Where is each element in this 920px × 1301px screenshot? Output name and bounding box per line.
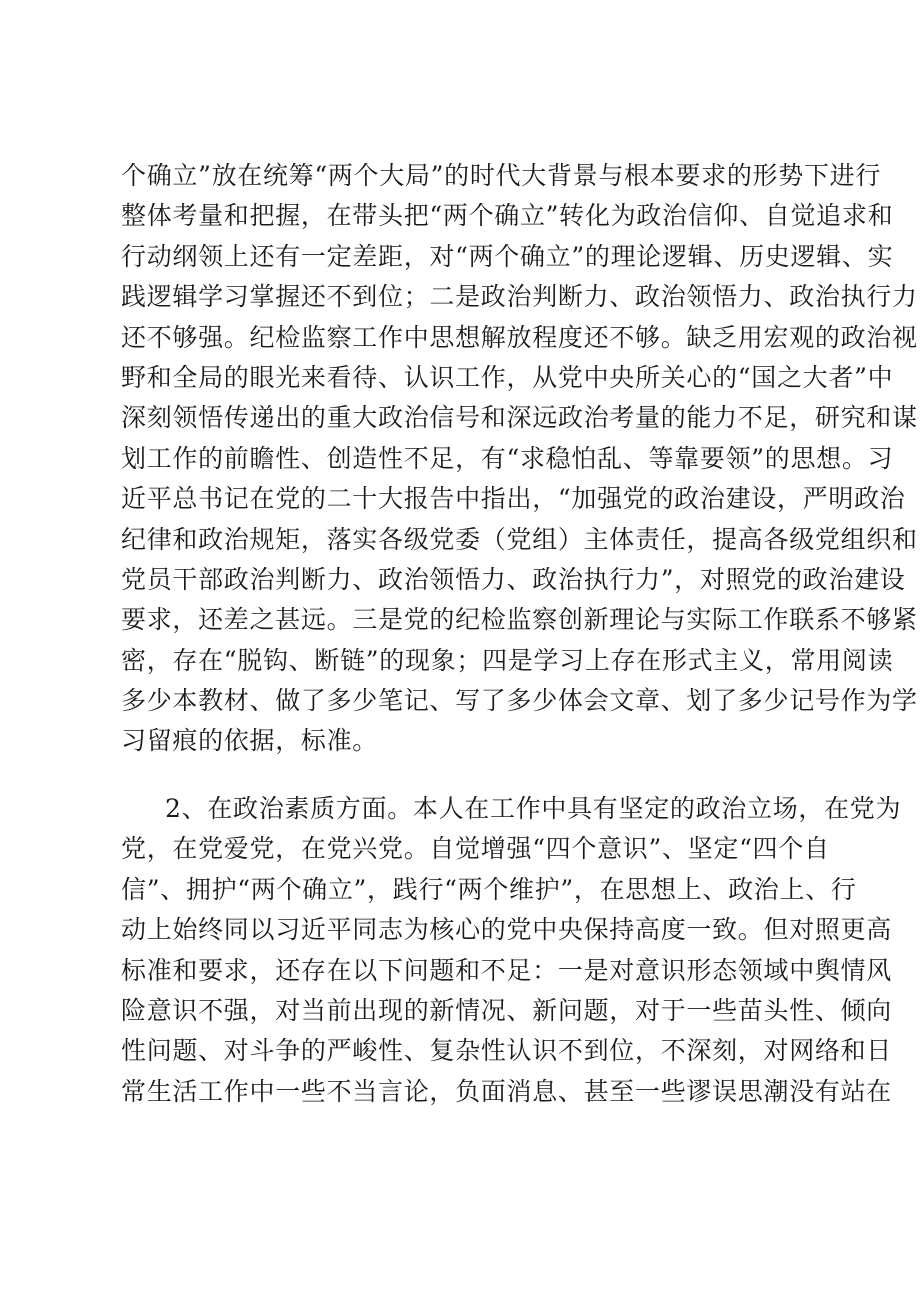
text-line: 践逻辑学习掌握还不到位；二是政治判断力、政治领悟力、政治执行力 [121, 282, 918, 312]
text-line: 多少本教材、做了多少笔记、写了多少体会文章、划了多少记号作为学 [121, 686, 918, 716]
text-line: 信”、拥护“两个确立”，践行“两个维护”，在思想上、政治上、行 [121, 874, 857, 904]
paragraph-2 [121, 789, 902, 1112]
text-line: 划工作的前瞻性、创造性不足，有“求稳怕乱、等靠要领”的思想。习 [121, 443, 894, 473]
text-line: 险意识不强，对当前出现的新情况、新问题，对于一些苗头性、倾向 [121, 995, 893, 1025]
text-line: 野和全局的眼光来看待、认识工作，从党中央所关心的“国之大者”中 [121, 362, 894, 392]
text-line: 个确立”放在统筹“两个大局”的时代大背景与根本要求的形势下进行 [121, 161, 882, 190]
text-line: 动上始终同以习近平同志为核心的党中央保持高度一致。但对照更高 [121, 915, 893, 945]
text-line: 习留痕的依据，标准。 [121, 726, 379, 756]
text-line: 标准和要求，还存在以下问题和不足：一是对意识形态领域中舆情风 [121, 955, 893, 985]
text-line: 党，在党爱党，在党兴党。自觉增强“四个意识”、坚定“四个自 [121, 834, 830, 864]
text-line: 性问题、对斗争的严峻性、复杂性认识不到位，不深刻，对网络和日 [121, 1036, 893, 1066]
text-line: 纪律和政治规矩，落实各级党委（党组）主体责任，提高各级党组织和 [121, 524, 918, 554]
text-line: 密，存在“脱钩、断链”的现象；四是学习上存在形式主义，常用阅读 [121, 645, 894, 675]
text-line: 深刻领悟传递出的重大政治信号和深远政治考量的能力不足，研究和谋 [121, 403, 918, 433]
text-line: 党员干部政治判断力、政治领悟力、政治执行力”，对照党的政治建设 [121, 564, 906, 594]
text-line: 整体考量和把握，在带头把“两个确立”转化为政治信仰、自觉追求和 [121, 201, 894, 231]
text-line: 2、在政治素质方面。本人在工作中具有坚定的政治立场，在党为 [165, 794, 902, 823]
text-line: 还不够强。纪检监察工作中思想解放程度还不够。缺乏用宏观的政治视 [121, 322, 918, 352]
paragraph-1 [121, 156, 918, 762]
text-line: 行动纲领上还有一定差距，对“两个确立”的理论逻辑、历史逻辑、实 [121, 241, 894, 271]
text-line: 常生活工作中一些不当言论，负面消息、甚至一些谬误思潮没有站在 [121, 1076, 893, 1106]
text-line: 要求，还差之甚远。三是党的纪检监察创新理论与实际工作联系不够紧 [121, 605, 918, 635]
text-line: 近平总书记在党的二十大报告中指出，“加强党的政治建设，严明政治 [121, 484, 906, 514]
